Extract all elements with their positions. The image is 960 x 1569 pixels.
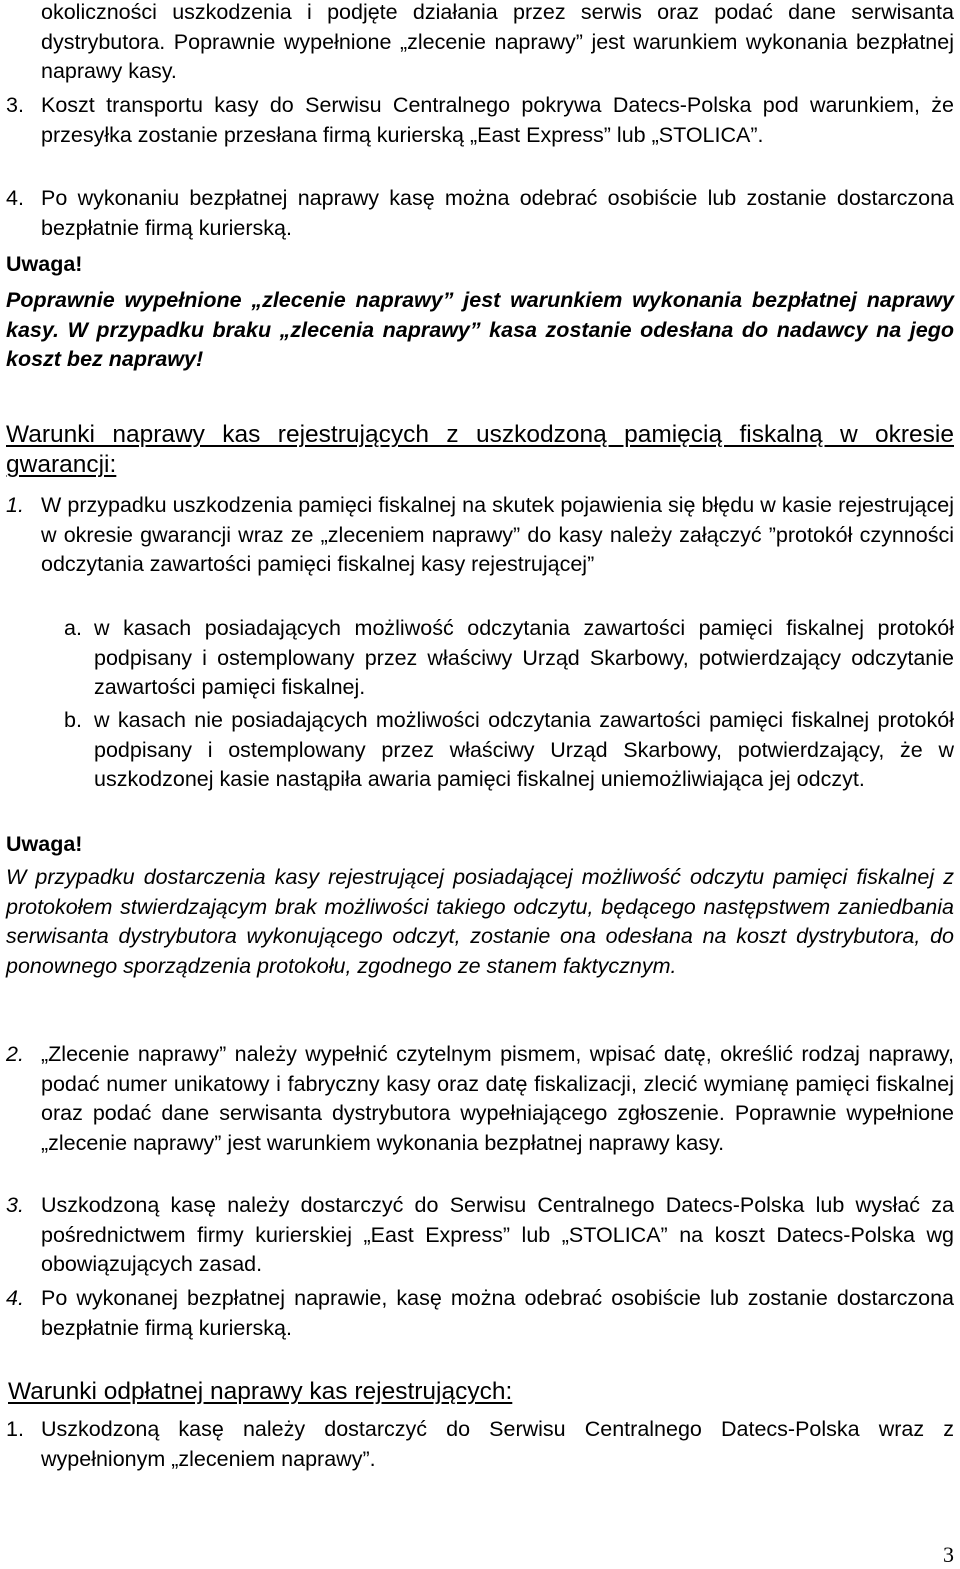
continuation-paragraph: okoliczności uszkodzenia i podjęte działania przez serwis oraz podać dane serwisanta dystrybutora. Poprawnie wypełnione „zlecenie naprawy” jest warunkiem wykonania bezpłatnej naprawy kasy. <box>41 0 954 83</box>
list-number: 3. <box>6 1193 24 1217</box>
delivery-paragraph: Uszkodzoną kasę należy dostarczyć do Serwisu Centralnego Datecs-Polska lub wysłać za pośrednictwem firmy kurierskiej „East Express” lub „STOLICA” na koszt Datecs-Polska wg obowiązujących zasad. <box>41 1193 954 1276</box>
sublist-item-a: w kasach posiadających możliwość odczytania zawartości pamięci fiskalnej protokół podpisany i ostemplowany przez właściwy Urząd Skarbowy, potwierdzający odczytanie zawartości pamięci fiskalnej. <box>94 616 954 699</box>
list-number: 4. <box>6 1286 24 1310</box>
list-number: 1. <box>6 1417 24 1441</box>
warning-label: Uwaga! <box>6 832 83 856</box>
transport-cost-paragraph: Koszt transportu kasy do Serwisu Centralnego pokrywa Datecs-Polska pod warunkiem, że przesyłka zostanie przesłana firmą kurierską „East Express” lub „STOLICA”. <box>41 93 954 147</box>
section-heading-fiscal: Warunki naprawy kas rejestrujących z uszkodzoną pamięcią fiskalną w okresie gwarancji: <box>6 421 954 478</box>
repair-order-paragraph: „Zlecenie naprawy” należy wypełnić czytelnym pismem, wpisać datę, określić rodzaj naprawy, podać numer unikatowy i fabryczny kasy oraz datę fiskalizacji, zlecić wymianę pamięci fiskalnej oraz podać dane serwisanta dystrybutora wypełniającego zgłoszenie. Poprawnie wypełnione „zlecenie naprawy” jest warunkiem wykonania bezpłatnej naprawy kasy. <box>41 1042 954 1155</box>
warning-label: Uwaga! <box>6 252 83 276</box>
list-number: 2. <box>6 1042 24 1066</box>
sublist-letter: b. <box>64 708 82 732</box>
pickup-paragraph: Po wykonaniu bezpłatnej naprawy kasę można odebrać osobiście lub zostanie dostarczona bezpłatnie firmą kurierską. <box>41 186 954 240</box>
page-number: 3 <box>943 1542 954 1567</box>
fiscal-memory-paragraph: W przypadku uszkodzenia pamięci fiskalnej na skutek pojawienia się błędu w kasie rejestrującej w okresie gwarancji wraz ze „zleceniem naprawy” do kasy należy załączyć ”protokół czynności odczytania zawartości pamięci fiskalnej kasy rejestrującej” <box>41 493 954 576</box>
paid-repair-paragraph: Uszkodzoną kasę należy dostarczyć do Serwisu Centralnego Datecs-Polska wraz z wypełnionym „zleceniem naprawy”. <box>41 1417 954 1471</box>
list-number: 4. <box>6 186 24 210</box>
list-number: 1. <box>6 493 24 517</box>
warning-text: Poprawnie wypełnione „zlecenie naprawy” jest warunkiem wykonania bezpłatnej naprawy kasy. W przypadku braku „zlecenia naprawy” kasa zostanie odesłana do nadawcy na jego koszt bez naprawy! <box>6 288 954 371</box>
sublist-item-b: w kasach nie posiadających możliwości odczytania zawartości pamięci fiskalnej protokół podpisany i ostemplowany przez właściwy Urząd Skarbowy, potwierdzający, że w uszkodzonej kasie nastąpiła awaria pamięci fiskalnej uniemożliwiająca jej odczyt. <box>94 708 954 791</box>
sublist-letter: a. <box>64 616 82 640</box>
warning-text: W przypadku dostarczenia kasy rejestrującej posiadającej możliwość odczytu pamięci fiskalnej z protokołem stwierdzającym brak możliwości takiego odczytu, będącego następstwem zaniedbania serwisanta dystrybutora wykonującego odczyt, zostanie ona odesłana na koszt dystrybutora, do ponownego sporządzenia protokołu, zgodnego ze stanem faktycznym. <box>6 865 954 978</box>
pickup-paragraph: Po wykonanej bezpłatnej naprawie, kasę można odebrać osobiście lub zostanie dostarczona bezpłatnie firmą kurierską. <box>41 1286 954 1340</box>
section-heading-paid: Warunki odpłatnej naprawy kas rejestrujących: <box>8 1378 513 1405</box>
list-number: 3. <box>6 93 24 117</box>
